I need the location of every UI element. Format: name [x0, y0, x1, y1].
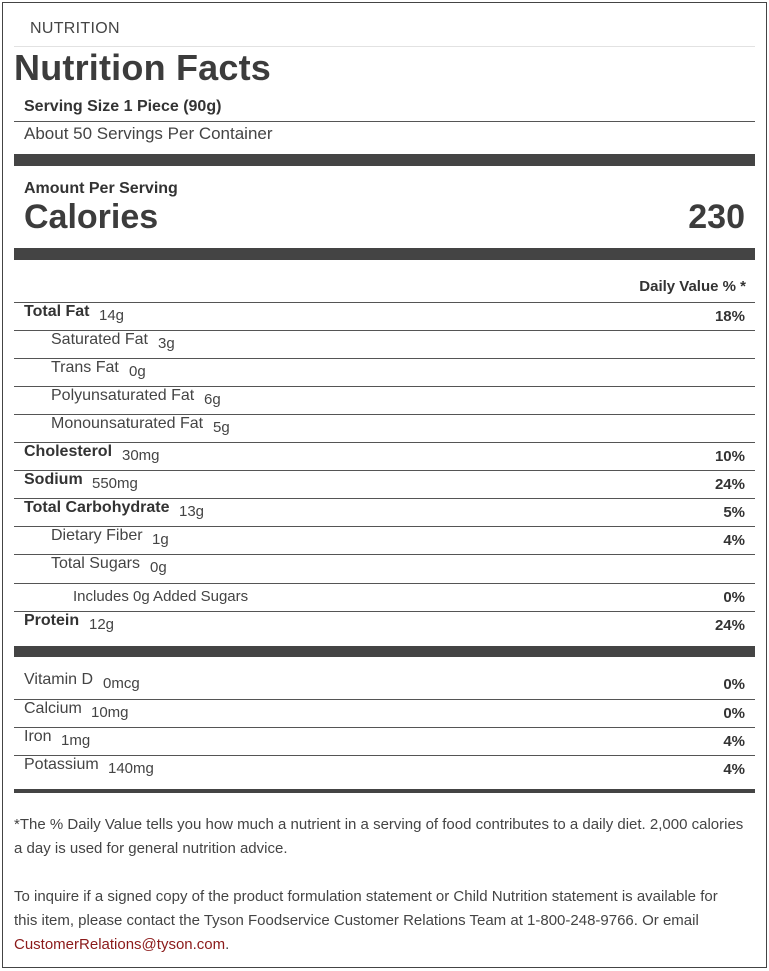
nutrient-daily-value: 24%: [714, 476, 745, 493]
nutrient-daily-value: 10%: [714, 448, 745, 465]
nutrient-amount: 6g: [204, 391, 221, 408]
nutrient-name: Saturated Fat: [51, 331, 148, 348]
nutrient-daily-value: 24%: [714, 617, 745, 634]
nutrient-amount: 1g: [152, 531, 169, 548]
vitamin-name: Potassium: [24, 756, 99, 773]
nutrient-row-total-carbohydrate: [14, 498, 755, 526]
vitamin-row-iron: [14, 727, 755, 755]
nutrient-row-total-fat: [14, 302, 755, 330]
daily-value-footnote: *The % Daily Value tells you how much a nutrient in a serving of food contributes to a daily diet. 2,000 calories a day is used for general nutrition advice.: [14, 816, 744, 857]
nutrient-name: Includes 0g Added Sugars: [73, 588, 249, 605]
nutrient-amount: 14g: [99, 307, 125, 324]
vitamin-daily-value: 4%: [723, 733, 745, 750]
nutrient-name: Sodium: [24, 471, 83, 488]
vitamin-name: Calcium: [24, 700, 82, 717]
nutrition-facts-title: Nutrition Facts: [14, 47, 272, 88]
nutrient-name: Total Sugars: [51, 555, 140, 572]
vitamin-name: Iron: [24, 728, 52, 745]
nutrient-amount: 5g: [213, 419, 230, 436]
vitamin-amount: 1mg: [61, 732, 91, 749]
amount-per-serving: Amount Per Serving: [24, 180, 178, 197]
nutrient-amount: 0g: [150, 559, 167, 576]
nutrient-name: Protein: [24, 612, 80, 629]
nutrient-row-trans-fat: [14, 358, 755, 386]
nutrient-row-saturated-fat: [14, 330, 755, 358]
nutrient-name: Total Carbohydrate: [24, 499, 170, 516]
vitamin-daily-value: 4%: [723, 761, 745, 778]
nutrient-amount: 30mg: [122, 447, 160, 464]
nutrient-row-sodium: [14, 470, 755, 498]
nutrient-row-polyunsaturated-fat: [14, 386, 755, 414]
thick-divider: [14, 646, 755, 657]
thick-divider: [14, 248, 755, 260]
inquiry-text: To inquire if a signed copy of the product formulation statement or Child Nutrition statement is available for this item, please contact the Tyson Foodservice Customer Relations Team at 1-800-248-9766. Or email: [14, 888, 718, 929]
nutrient-row-dietary-fiber: [14, 526, 755, 554]
vitamin-amount: 10mg: [91, 704, 129, 721]
divider: [14, 121, 755, 122]
vitamin-row-calcium: [14, 699, 755, 727]
nutrient-name: Monounsaturated Fat: [51, 415, 204, 432]
nutrient-name: Cholesterol: [24, 443, 113, 460]
serving-size: Serving Size 1 Piece (90g): [24, 98, 222, 115]
contact-email-link[interactable]: CustomerRelations@tyson.com: [14, 936, 226, 953]
vitamin-amount: 140mg: [108, 760, 154, 777]
nutrient-row-cholesterol: [14, 442, 755, 470]
nutrient-amount: 550mg: [92, 475, 138, 492]
vitamin-daily-value: 0%: [723, 676, 745, 693]
inquiry-end: .: [225, 936, 230, 953]
nutrient-name: Trans Fat: [51, 359, 119, 376]
vitamin-row-vitamin-d: [14, 671, 755, 699]
nutrient-row-monounsaturated-fat: [14, 414, 755, 442]
vitamin-daily-value: 0%: [723, 705, 745, 722]
nutrient-name: Dietary Fiber: [51, 527, 143, 544]
inquiry-footnote: [14, 885, 744, 957]
nutrient-daily-value: 0%: [723, 589, 745, 606]
vitamin-amount: 0mcg: [103, 675, 140, 692]
section-label: NUTRITION: [30, 20, 120, 37]
servings-per-container: About 50 Servings Per Container: [24, 124, 273, 143]
nutrient-row-added-sugars: [14, 583, 755, 611]
vitamin-row-potassium: [14, 755, 755, 783]
nutrient-amount: 12g: [89, 616, 115, 633]
nutrient-row-total-sugars: [14, 554, 755, 582]
calories-value: 230: [688, 198, 745, 236]
nutrient-amount: 0g: [129, 363, 146, 380]
nutrient-name: Polyunsaturated Fat: [51, 387, 195, 404]
nutrient-daily-value: 5%: [723, 504, 745, 521]
vitamin-name: Vitamin D: [24, 671, 94, 688]
nutrient-daily-value: 4%: [723, 532, 745, 549]
daily-value-header: Daily Value % *: [639, 278, 746, 295]
nutrient-amount: 3g: [158, 335, 175, 352]
nutrient-name: Total Fat: [24, 303, 90, 320]
nutrient-daily-value: 18%: [714, 308, 745, 325]
nutrient-amount: 13g: [179, 503, 205, 520]
thick-divider: [14, 154, 755, 166]
calories-label: Calories: [24, 198, 159, 236]
nutrient-row-protein: [14, 611, 755, 639]
medium-divider: [14, 789, 755, 793]
